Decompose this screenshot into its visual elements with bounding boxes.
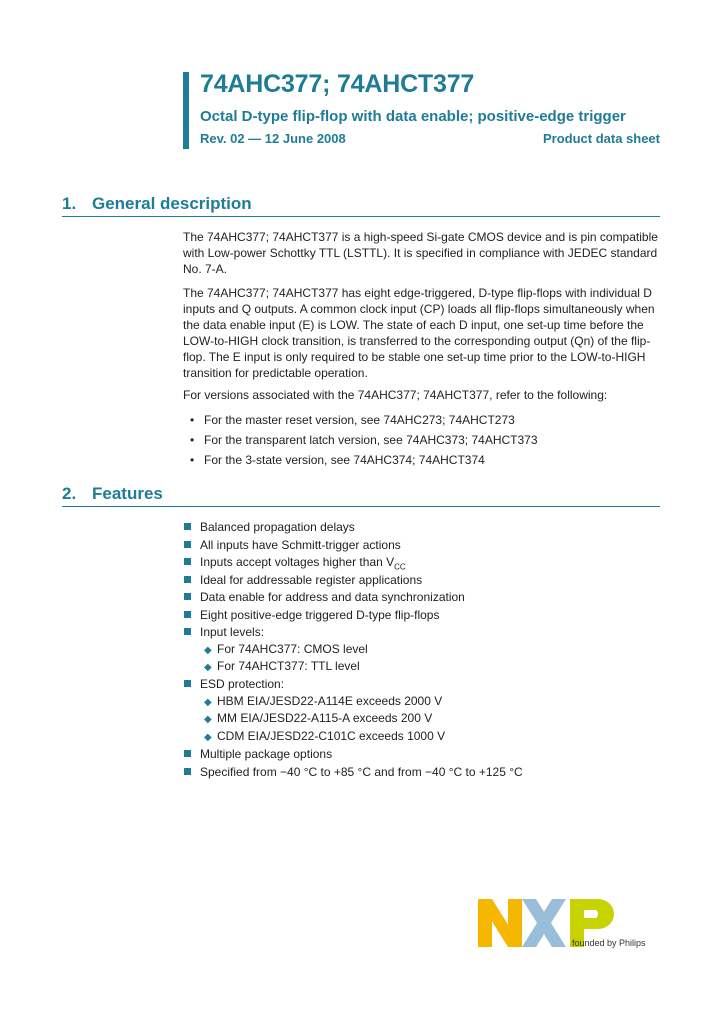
square-bullet-icon bbox=[184, 541, 191, 548]
feature-item: Eight positive-edge triggered D-type flip-flops bbox=[184, 608, 439, 622]
square-bullet-icon bbox=[184, 628, 191, 635]
feature-item: Multiple package options bbox=[184, 747, 332, 761]
paragraph: For versions associated with the 74AHC377; 74AHCT377, refer to the following: bbox=[183, 388, 608, 402]
feature-item: ESD protection: bbox=[184, 677, 284, 691]
bullet-icon: • bbox=[190, 453, 195, 467]
sub-item: ◆ MM EIA/JESD22-A115-A exceeds 200 V bbox=[204, 711, 433, 725]
square-bullet-icon bbox=[184, 523, 191, 530]
list-item: • For the 3-state version, see 74AHC374; 74AHCT374 bbox=[190, 453, 485, 467]
section-heading-general-description bbox=[62, 194, 252, 214]
diamond-bullet-icon: ◆ bbox=[204, 662, 212, 673]
feature-item: Balanced propagation delays bbox=[184, 520, 355, 534]
nxp-logo-n bbox=[478, 899, 522, 947]
square-bullet-icon bbox=[184, 768, 191, 775]
paragraph: The 74AHC377; 74AHCT377 is a high-speed Si-gate CMOS device and is pin compatible with Low-power Schottky TTL (LSTTL). It is specified in compliance with JEDEC standard No. 7-A. bbox=[183, 230, 658, 276]
feature-item: Ideal for addressable register applications bbox=[184, 573, 422, 587]
diamond-bullet-icon: ◆ bbox=[204, 697, 212, 708]
sub-item: ◆ CDM EIA/JESD22-C101C exceeds 1000 V bbox=[204, 729, 446, 743]
feature-item: All inputs have Schmitt-trigger actions bbox=[184, 538, 401, 552]
feature-item: Specified from −40 °C to +85 °C and from −40 °C to +125 °C bbox=[184, 765, 523, 779]
bullet-icon: • bbox=[190, 433, 195, 447]
sub-item: ◆ For 74AHCT377: TTL level bbox=[204, 659, 360, 673]
revision-line: Rev. 02 — 12 June 2008 bbox=[200, 131, 346, 146]
logo-tagline: founded by Philips bbox=[572, 938, 646, 948]
feature-item: Data enable for address and data synchronization bbox=[184, 590, 465, 604]
section-divider bbox=[62, 216, 660, 217]
square-bullet-icon bbox=[184, 680, 191, 687]
section-number: 1. bbox=[62, 194, 77, 213]
square-bullet-icon bbox=[184, 576, 191, 583]
document-title: 74AHC377; 74AHCT377 bbox=[200, 70, 475, 98]
square-bullet-icon bbox=[184, 593, 191, 600]
vcc-subscript: CC bbox=[394, 562, 406, 572]
list-item: • For the master reset version, see 74AHC273; 74AHCT273 bbox=[190, 413, 515, 427]
document-subtitle: Octal D-type flip-flop with data enable; positive-edge trigger bbox=[200, 108, 626, 125]
square-bullet-icon bbox=[184, 750, 191, 757]
section-title: General description bbox=[92, 194, 252, 213]
section-divider bbox=[62, 506, 660, 507]
section-heading-features bbox=[62, 484, 163, 504]
header-accent-bar bbox=[183, 72, 189, 149]
diamond-bullet-icon: ◆ bbox=[204, 714, 212, 725]
section-number: 2. bbox=[62, 484, 77, 503]
feature-item: Inputs accept voltages higher than $V_{CC}$ bbox=[184, 555, 406, 571]
nxp-logo-x bbox=[522, 899, 566, 947]
square-bullet-icon bbox=[184, 611, 191, 618]
feature-item: Input levels: bbox=[184, 625, 264, 639]
sub-item: ◆ For 74AHC377: CMOS level bbox=[204, 642, 368, 656]
diamond-bullet-icon: ◆ bbox=[204, 645, 212, 656]
document-type: Product data sheet bbox=[542, 131, 660, 146]
sub-item: ◆ HBM EIA/JESD22-A114E exceeds 2000 V bbox=[204, 694, 443, 708]
paragraph: The 74AHC377; 74AHCT377 has eight edge-triggered, D-type flip-flops with individual D inputs and Q outputs. A common clock input (CP) loads all flip-flops simultaneously when the data enable input (E) is LOW. The state of each D input, one set-up time before the LOW-to-HIGH clock transition, is transferred to the corresponding output (Qn) of the flip-flop. The E input is only required to be stable one set-up time prior to the LOW-to-HIGH transition for predictable operation. bbox=[183, 286, 655, 380]
section-title: Features bbox=[92, 484, 163, 503]
square-bullet-icon bbox=[184, 558, 191, 565]
list-item: • For the transparent latch version, see 74AHC373; 74AHCT373 bbox=[190, 433, 538, 447]
diamond-bullet-icon: ◆ bbox=[204, 732, 212, 743]
bullet-icon: • bbox=[190, 413, 195, 427]
